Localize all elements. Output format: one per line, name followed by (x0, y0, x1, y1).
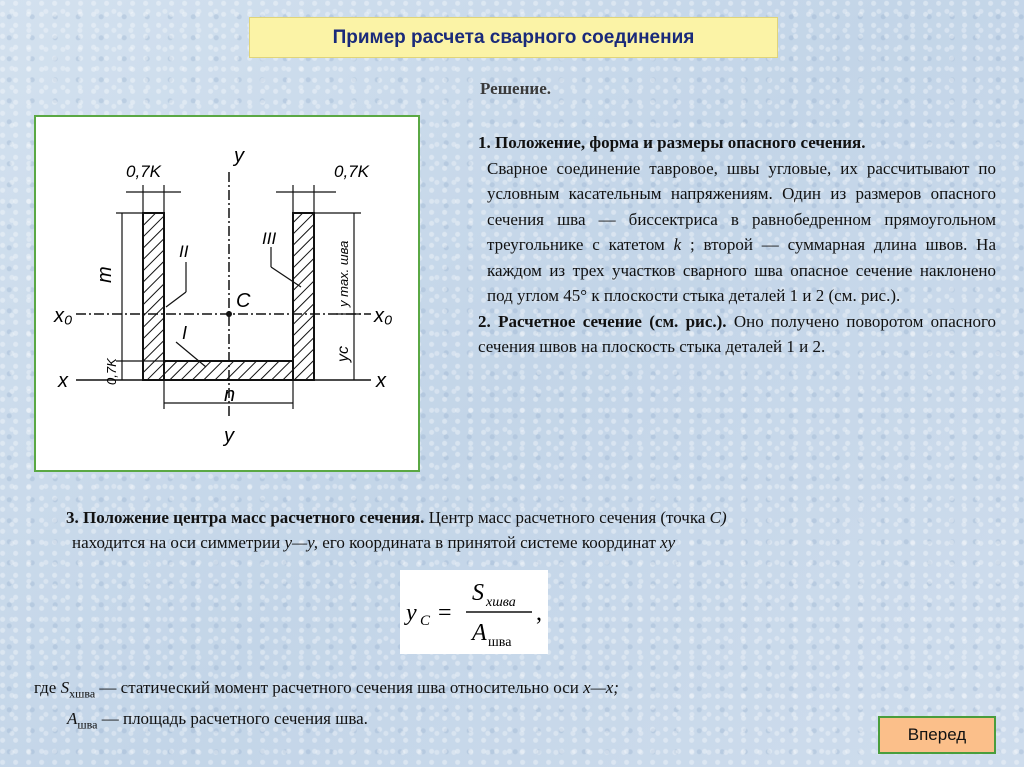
label-ymax: y max. шва (336, 240, 351, 307)
svg-text:S: S (472, 580, 484, 606)
label-I: I (182, 323, 188, 343)
section-1 (478, 130, 996, 156)
label-y-top: y (234, 145, 244, 167)
label-III: III (262, 229, 277, 248)
weld-section-figure (34, 115, 420, 472)
svg-text:=: = (438, 600, 452, 626)
next-button[interactable]: Вперед (878, 716, 996, 754)
label-07k-vertical: 0,7K (104, 358, 119, 385)
label-x-right: x (376, 370, 386, 392)
formula-legend: где $S_{xшва}$ — статический момент расчетного сечения шва относительно оси x—x; $A_{шва}$ — площадь расчетного сечения шва. (34, 678, 619, 732)
svg-text:C: C (420, 613, 431, 629)
weld-left (143, 213, 164, 380)
weld-right (293, 213, 314, 380)
section-2-body: Оно получено поворотом опасного сечения швов на плоскость стыка деталей 1 и 2. (478, 311, 996, 356)
slide-title: Пример расчета сварного соединения (249, 17, 778, 58)
section-1-body: Сварное соединение тавровое, швы угловые, их рассчитывают по условным касательным напряжениям. Один из размеров опасного сечения шва — биссектриса в равнобедренном прямоугольном треугольнике с катетом k ; второй — суммарная длина швов. На каждом из трех участков сварного шва опасное сечение наклонено под углом 45° к плоскости стыка деталей 1 и 2 (см. рис.). (487, 158, 996, 305)
label-n: n (224, 384, 236, 406)
solution-label: Решение. (480, 79, 551, 98)
label-x0-right: x₀ (374, 305, 393, 327)
label-yc: yc (335, 346, 352, 362)
centroid-formula (400, 570, 548, 654)
svg-text:xшва: xшва (486, 595, 516, 610)
label-x-left: x (58, 370, 68, 392)
label-m: m (94, 266, 116, 283)
svg-text:,: , (536, 600, 542, 626)
label-y-bottom: y (224, 425, 234, 447)
label-II: II (179, 242, 189, 261)
section-2 (478, 309, 996, 360)
section-2-heading: 2. Расчетное сечение (см. рис.). (478, 311, 727, 331)
svg-text:A: A (472, 620, 487, 646)
label-x0-left: x₀ (54, 305, 73, 327)
label-weld-right: 0,7K (334, 162, 369, 181)
center-point (226, 311, 232, 317)
section-3-heading: 3. Положение центра масс расчетного сечения. (66, 508, 425, 527)
svg-text:шва: шва (488, 635, 512, 650)
label-weld-left: 0,7K (126, 162, 161, 181)
svg-text:y: y (406, 600, 417, 626)
section-3: 3. Положение центра масс расчетного сечения. Центр масс расчетного сечения (точка C) находится на оси симметрии y—y, его координата в принятой системе координат xy (66, 508, 727, 552)
weld-drawing (36, 117, 418, 470)
label-c: C (236, 290, 251, 312)
section-1-heading: 1. Положение, форма и размеры опасного сечения. (478, 133, 866, 152)
sections-1-2 (478, 130, 996, 360)
